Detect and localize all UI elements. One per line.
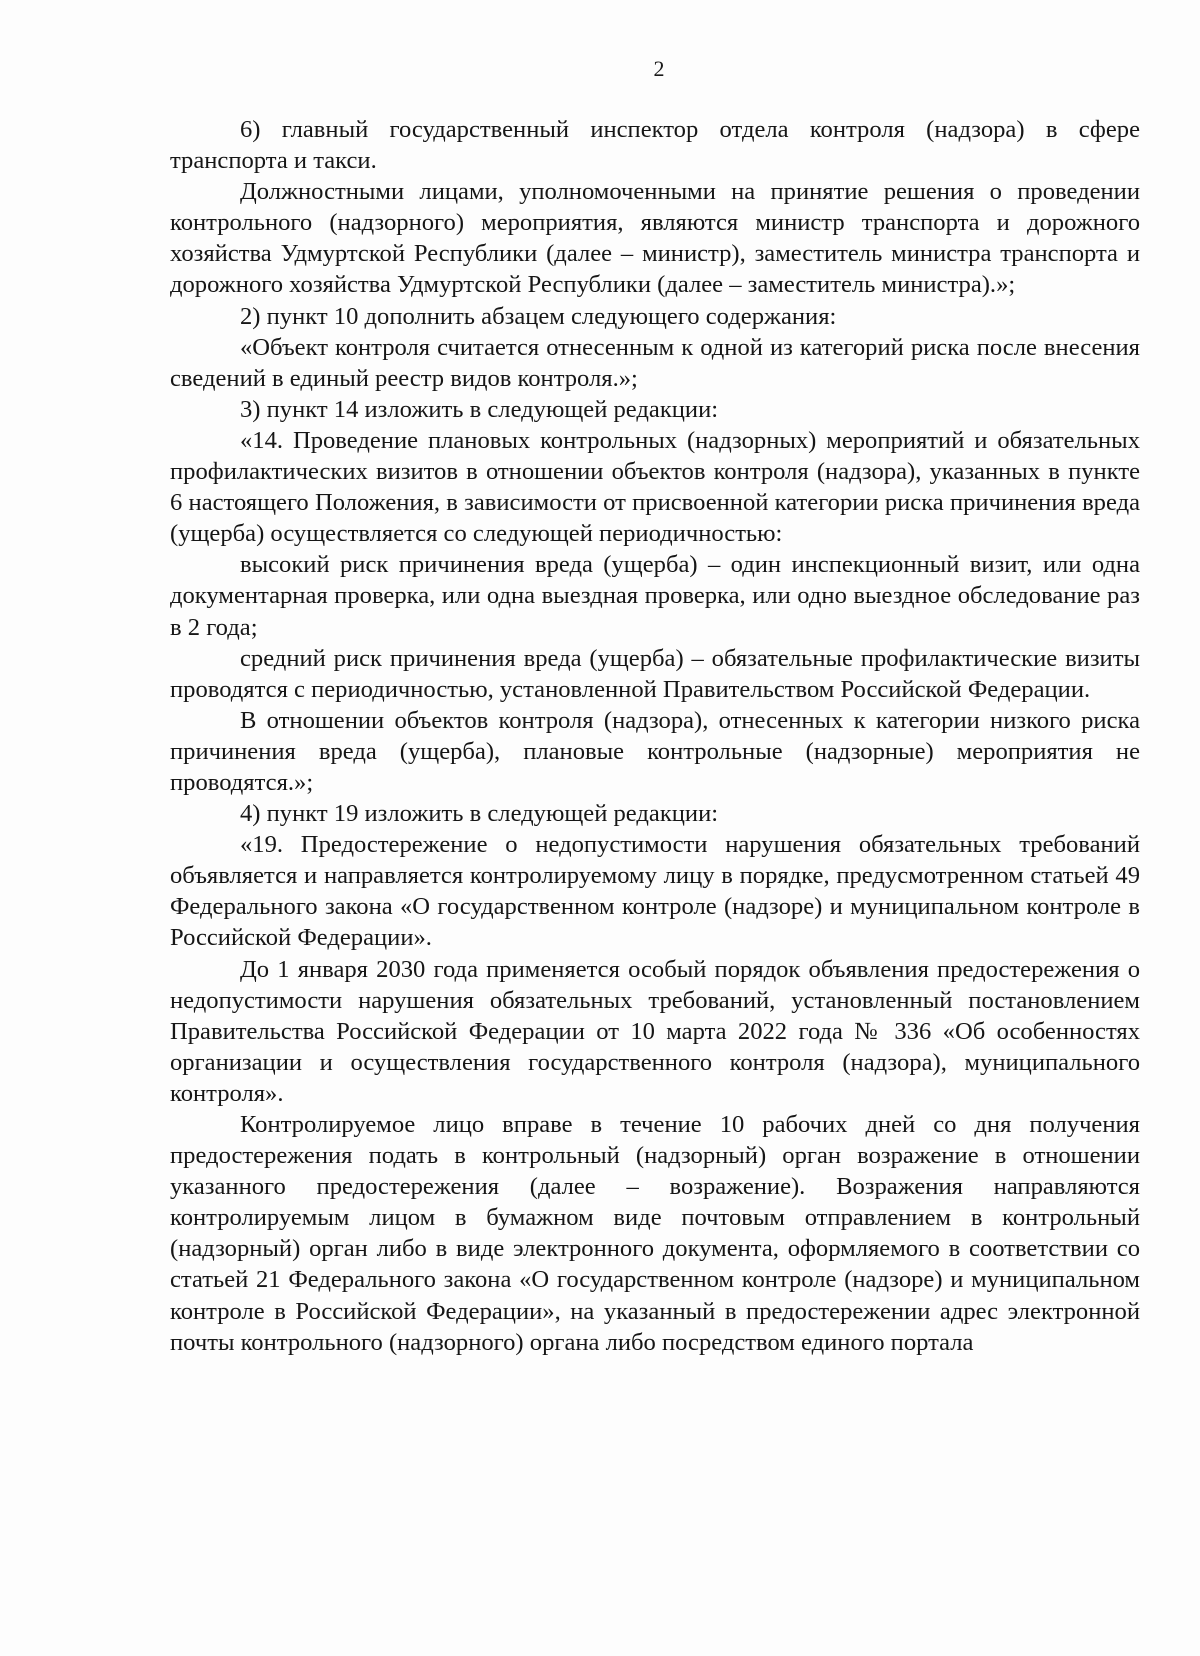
paragraph-point-14-text: «14. Проведение плановых контрольных (надзорных) мероприятий и обязательных профилактических визитов в отношении объектов контроля (надзора), указанных в пункте 6 настоящего Положения, в зависимости от присвоенной категории риска причинения вреда (ущерба) осуществляется со следующей периодичностью: [170, 426, 1140, 548]
document-body [170, 114, 1140, 1358]
paragraph-until-2030: До 1 января 2030 года применяется особый порядок объявления предостережения о недопустимости нарушения обязательных требований, установленный постановлением Правительства Российской Федерации от 10 марта 2022 года № 336 «Об особенностях организации и осуществления государственного контроля (надзора), муниципального контроля». [170, 955, 1140, 1107]
paragraph-point-3: 3) пункт 14 изложить в следующей редакции: [240, 395, 719, 423]
paragraph-point-19-text: «19. Предостережение о недопустимости нарушения обязательных требований объявляется и направляется контролируемому лицу в порядке, предусмотренном статьей 49 Федерального закона «О государственном контроле (надзоре) и муниципальном контроле в Российской Федерации». [170, 831, 1140, 952]
paragraph-officials: Должностными лицами, уполномоченными на принятие решения о проведении контрольного (надзорного) мероприятия, являются министр транспорта и дорожного хозяйства Удмуртской Республики (далее – министр), заместитель министра транспорта и дорожного хозяйства Удмуртской Республики (далее – заместитель министра).»; [170, 178, 1140, 299]
paragraph-high-risk: высокий риск причинения вреда (ущерба) – один инспекционный визит, или одна документарная проверка, или одна выездная проверка, или одно выездное обследование раз в 2 года; [170, 551, 1140, 641]
paragraph-point-4: 4) пункт 19 изложить в следующей редакции: [240, 800, 719, 828]
paragraph-objection: Контролируемое лицо вправе в течение 10 рабочих дней со дня получения предостережения подать в контрольный (надзорный) орган возражение в отношении указанного предостережения (далее – возражение). Возражения направляются контролируемым лицом в бумажном виде почтовым отправлением в контрольный (надзорный) орган либо в виде электронного документа, оформляемого в соответствии со статьей 21 Федерального закона «О государственном контроле (надзоре) и муниципальном контроле в Российской Федерации», на указанный в предостережении адрес электронной почты контрольного (надзорного) органа либо посредством единого портала [170, 1111, 1140, 1356]
paragraph-point-10-text: «Объект контроля считается отнесенным к одной из категорий риска после внесения сведений в единый реестр видов контроля.»; [170, 333, 1140, 392]
page-number: 2 [653, 56, 665, 81]
paragraph-medium-risk: средний риск причинения вреда (ущерба) – обязательные профилактические визиты проводятся с периодичностью, установленной Правительством Российской Федерации. [170, 644, 1140, 703]
paragraph-item-6: 6) главный государственный инспектор отдела контроля (надзора) в сфере транспорта и такси. [170, 116, 1140, 175]
paragraph-point-2: 2) пункт 10 дополнить абзацем следующего содержания: [240, 302, 837, 330]
paragraph-low-risk: В отношении объектов контроля (надзора), отнесенных к категории низкого риска причинения вреда (ущерба), плановые контрольные (надзорные) мероприятия не проводятся.»; [170, 706, 1140, 796]
